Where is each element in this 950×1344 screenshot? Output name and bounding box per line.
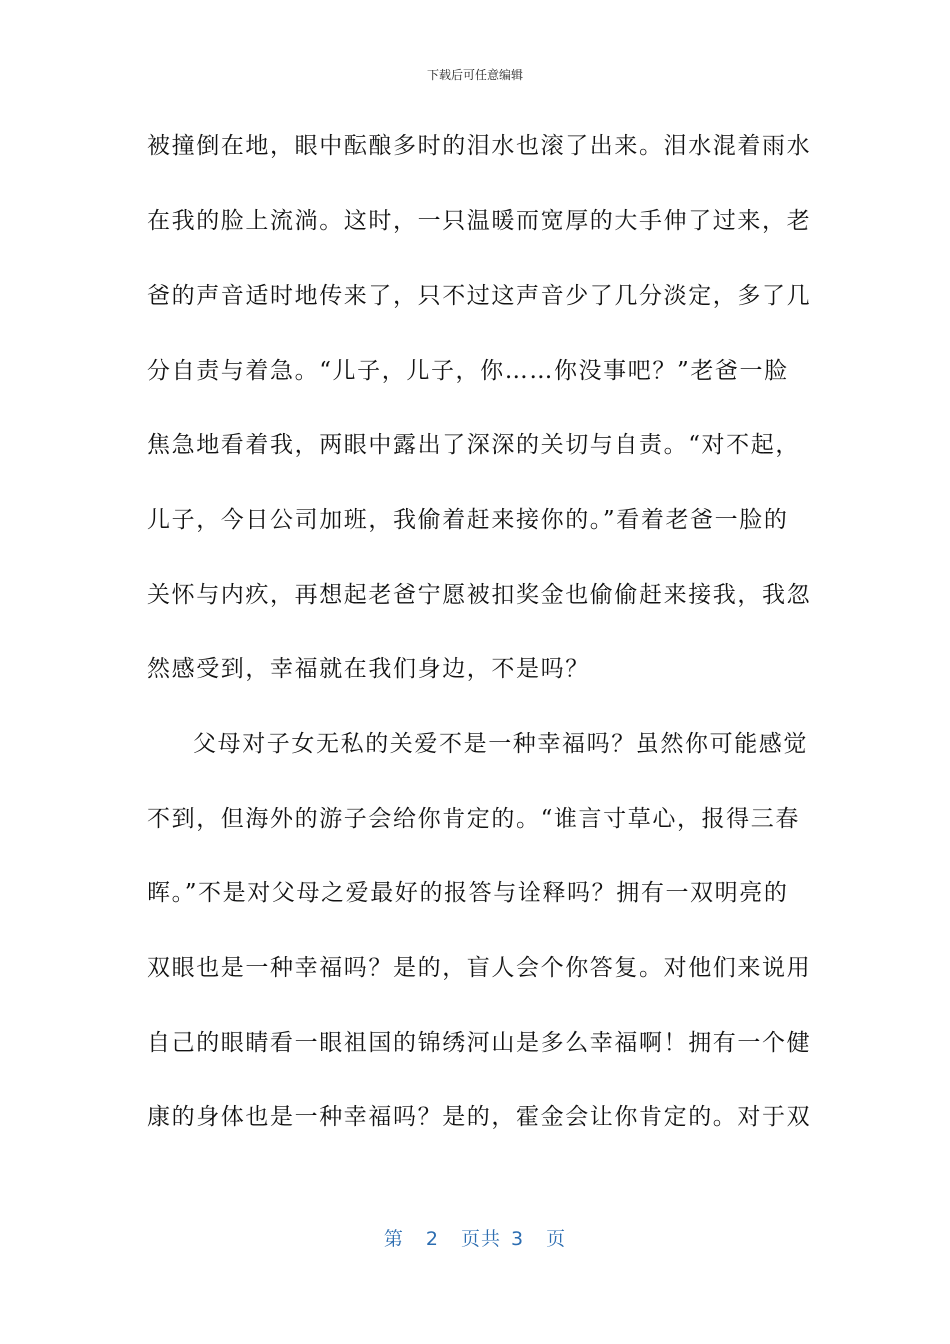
page-current-number: 2 (425, 1228, 439, 1250)
text-line: 儿子，今日公司加班，我偷着赶来接你的。”看着老爸一脸的 (147, 507, 789, 533)
page-header (0, 66, 950, 83)
page-label-prefix: 第 (383, 1228, 404, 1250)
text-line: 爸的声音适时地传来了，只不过这声音少了几分淡定，多了几 (147, 283, 812, 309)
text-line: 分自责与着急。“儿子，儿子，你……你没事吧？”老爸一脸 (147, 358, 789, 384)
text-line: 康的身体也是一种幸福吗？是的，霍金会让你肯定的。对于双 (147, 1104, 812, 1130)
text-line: 晖。”不是对父母之爱最好的报答与诠释吗？拥有一双明亮的 (147, 880, 789, 906)
text-line: 在我的脸上流淌。这时，一只温暖而宽厚的大手伸了过来，老 (147, 208, 812, 234)
text-line: 关怀与内疚，再想起老爸宁愿被扣奖金也偷偷赶来接我，我忽 (147, 582, 812, 608)
page-total-number: 3 (511, 1228, 525, 1250)
text-line: 焦急地看着我，两眼中露出了深深的关切与自责。“对不起， (147, 432, 800, 458)
text-line: 被撞倒在地，眼中酝酿多时的泪水也滚了出来。泪水混着雨水 (147, 133, 812, 159)
text-line: 双眼也是一种幸福吗？是的，盲人会个你答复。对他们来说用 (147, 955, 812, 981)
text-line: 然感受到，幸福就在我们身边，不是吗？ (147, 656, 590, 682)
page-label-suffix: 页 (546, 1228, 567, 1250)
header-text: 下载后可任意编辑 (426, 68, 523, 82)
text-line: 自己的眼睛看一眼祖国的锦绣河山是多么幸福啊！拥有一个健 (147, 1030, 812, 1056)
page-footer (0, 1224, 950, 1251)
paragraph-first-line: 父母对子女无私的关爱不是一种幸福吗？虽然你可能感觉 (193, 731, 808, 757)
text-line: 不到，但海外的游子会给你肯定的。“谁言寸草心，报得三春 (147, 806, 800, 832)
page-label-mid: 页共 (460, 1228, 501, 1250)
